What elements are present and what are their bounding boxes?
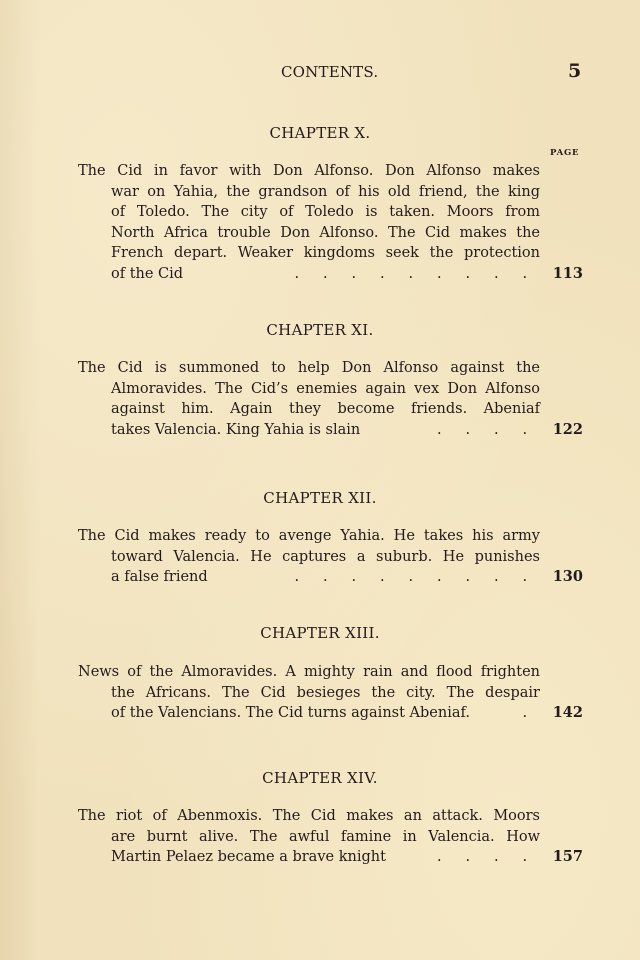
page-reference: 142 (552, 704, 583, 721)
summary-line: takes Valencia. King Yahia is slain (111, 421, 361, 438)
summary-line: toward Valencia. He captures a suburb. He punishes (111, 548, 540, 565)
summary-line: The Cid is summoned to help Don Alfonso against the (78, 360, 540, 376)
summary-line: North Africa trouble Don Alfonso. The Cid makes the (111, 224, 540, 241)
summary-line: war on Yahia, the grandson of his old friend, the king (111, 183, 540, 200)
page-reference: 157 (552, 848, 583, 865)
chapter-summary (78, 358, 583, 440)
page-reference: 122 (552, 420, 583, 438)
dot-leader: . . . . (436, 849, 528, 865)
chapter-summary (78, 662, 583, 724)
page-reference: 113 (552, 264, 583, 282)
page-reference: 130 (552, 568, 583, 585)
chapter-summary (78, 806, 583, 868)
running-title: CONTENTS. (281, 63, 379, 81)
dot-leader: . . . . . . . . . (294, 569, 528, 585)
dot-leader: . . . . . . . . . (294, 265, 528, 282)
summary-line: the Africans. The Cid besieges the city. The despair (111, 684, 540, 701)
chapter-heading: CHAPTER X. (269, 124, 371, 142)
summary-line: against him. Again they become friends. Abeniaf (111, 401, 540, 417)
chapter-summary (78, 526, 583, 588)
summary-line: Almoravides. The Cid’s enemies again vex Don Alfonso (111, 380, 540, 397)
summary-line: The riot of Abenmoxis. The Cid makes an attack. Moors (78, 808, 540, 824)
chapter-heading: CHAPTER XII. (263, 489, 377, 507)
chapter-heading: CHAPTER XIV. (262, 769, 378, 787)
summary-line: The Cid makes ready to avenge Yahia. He takes his army (78, 528, 540, 544)
chapter-heading: CHAPTER XI. (266, 321, 374, 339)
dot-leader: . . . . (436, 421, 528, 438)
page-column-label: PAGE (550, 148, 580, 158)
summary-line: of the Cid (111, 265, 184, 282)
summary-line: a false friend (111, 569, 208, 585)
summary-line: are burnt alive. The awful famine in Valencia. How (111, 828, 540, 845)
page-number: 5 (568, 60, 582, 82)
summary-line: French depart. Weaker kingdoms seek the protection (111, 245, 540, 261)
summary-line: Martin Pelaez became a brave knight (111, 849, 386, 865)
dot-leader: . (522, 705, 528, 721)
summary-line: News of the Almoravides. A mighty rain and flood frighten (78, 664, 540, 680)
summary-line: of the Valencians. The Cid turns against Abeniaf. (111, 705, 470, 721)
summary-line: of Toledo. The city of Toledo is taken. Moors from (111, 204, 540, 220)
chapter-heading: CHAPTER XIII. (260, 624, 380, 642)
summary-line: The Cid in favor with Don Alfonso. Don Alfonso makes (78, 163, 540, 179)
running-head (0, 60, 640, 87)
chapter-summary (78, 161, 583, 284)
